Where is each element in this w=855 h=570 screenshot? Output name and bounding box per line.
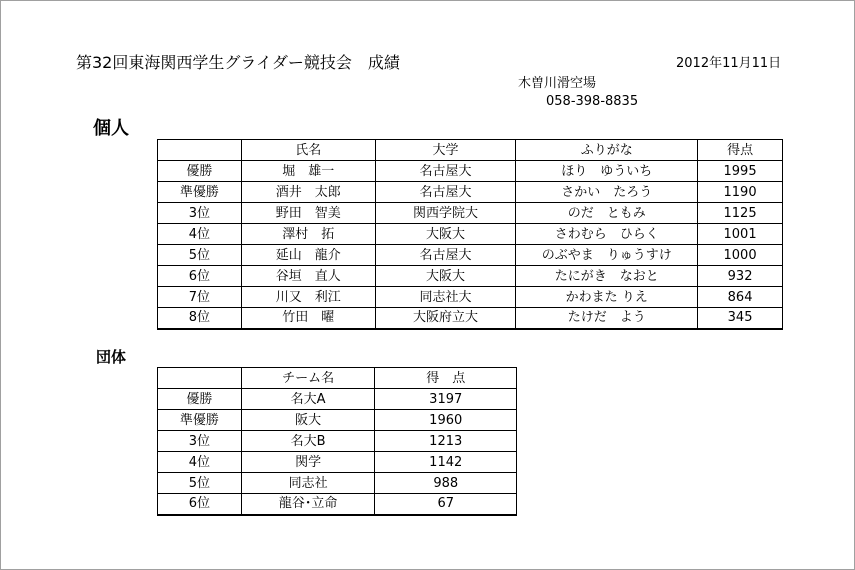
- rank-cell: 6位: [158, 494, 242, 515]
- table-row: [158, 308, 783, 329]
- venue-phone: 058-398-8835: [546, 94, 639, 109]
- rank-cell: 7位: [158, 287, 242, 308]
- table-row: [158, 494, 517, 515]
- team-results-table: [157, 367, 517, 516]
- score-cell: 864: [698, 287, 783, 308]
- team-name-cell: 龍谷･立命: [241, 494, 375, 515]
- score-cell: 1000: [698, 245, 783, 266]
- score-cell: 988: [375, 473, 517, 494]
- name-cell: 谷垣 直人: [241, 266, 375, 287]
- team-name-cell: 関学: [241, 452, 375, 473]
- university-cell: 関西学院大: [375, 203, 516, 224]
- table-row: [158, 203, 783, 224]
- table-row: [158, 410, 517, 431]
- furigana-cell: かわまた りえ: [516, 287, 698, 308]
- furigana-cell: のだ ともみ: [516, 203, 698, 224]
- rank-cell: 8位: [158, 308, 242, 329]
- event-date: 2012年11月11日: [676, 56, 782, 71]
- rank-cell: 4位: [158, 452, 242, 473]
- page-title: 第32回東海関西学生グライダー競技会 成績: [76, 53, 400, 72]
- rank-cell: 4位: [158, 224, 242, 245]
- rank-cell: 3位: [158, 203, 242, 224]
- score-cell: 345: [698, 308, 783, 329]
- score-cell: 1995: [698, 161, 783, 182]
- table-row: [158, 287, 783, 308]
- university-cell: 名古屋大: [375, 182, 516, 203]
- score-cell: 3197: [375, 389, 517, 410]
- table-row: [158, 245, 783, 266]
- team-name-cell: 同志社: [241, 473, 375, 494]
- individual-heading: 個人: [93, 118, 129, 139]
- score-cell: 932: [698, 266, 783, 287]
- table-row: [158, 224, 783, 245]
- column-header: 氏名: [241, 140, 375, 161]
- furigana-cell: のぶやま りゅうすけ: [516, 245, 698, 266]
- furigana-cell: さかい たろう: [516, 182, 698, 203]
- individual-results-table: [157, 139, 783, 330]
- table-header-row: [158, 368, 517, 389]
- name-cell: 延山 龍介: [241, 245, 375, 266]
- score-cell: 1960: [375, 410, 517, 431]
- university-cell: 同志社大: [375, 287, 516, 308]
- name-cell: 川又 利江: [241, 287, 375, 308]
- score-cell: 1142: [375, 452, 517, 473]
- name-cell: 澤村 拓: [241, 224, 375, 245]
- name-cell: 野田 智美: [241, 203, 375, 224]
- score-cell: 1213: [375, 431, 517, 452]
- column-header: [158, 140, 242, 161]
- rank-cell: 準優勝: [158, 410, 242, 431]
- rank-cell: 優勝: [158, 161, 242, 182]
- rank-cell: 優勝: [158, 389, 242, 410]
- rank-cell: 5位: [158, 245, 242, 266]
- score-cell: 1125: [698, 203, 783, 224]
- column-header: 得 点: [375, 368, 517, 389]
- table-row: [158, 452, 517, 473]
- venue-name: 木曽川滑空場: [518, 76, 597, 91]
- rank-cell: 準優勝: [158, 182, 242, 203]
- column-header: 大学: [375, 140, 516, 161]
- team-name-cell: 名大B: [241, 431, 375, 452]
- name-cell: 竹田 曜: [241, 308, 375, 329]
- furigana-cell: たけだ よう: [516, 308, 698, 329]
- team-name-cell: 名大A: [241, 389, 375, 410]
- column-header: ふりがな: [516, 140, 698, 161]
- university-cell: 大阪大: [375, 224, 516, 245]
- name-cell: 酒井 太郎: [241, 182, 375, 203]
- furigana-cell: たにがき なおと: [516, 266, 698, 287]
- rank-cell: 5位: [158, 473, 242, 494]
- table-row: [158, 266, 783, 287]
- table-header-row: [158, 140, 783, 161]
- furigana-cell: さわむら ひらく: [516, 224, 698, 245]
- name-cell: 堀 雄一: [241, 161, 375, 182]
- university-cell: 大阪府立大: [375, 308, 516, 329]
- table-row: [158, 182, 783, 203]
- team-heading: 団体: [96, 348, 127, 366]
- university-cell: 名古屋大: [375, 161, 516, 182]
- column-header: チーム名: [241, 368, 375, 389]
- table-row: [158, 389, 517, 410]
- table-row: [158, 161, 783, 182]
- score-cell: 1190: [698, 182, 783, 203]
- score-cell: 1001: [698, 224, 783, 245]
- university-cell: 名古屋大: [375, 245, 516, 266]
- column-header: [158, 368, 242, 389]
- table-row: [158, 473, 517, 494]
- university-cell: 大阪大: [375, 266, 516, 287]
- column-header: 得点: [698, 140, 783, 161]
- rank-cell: 6位: [158, 266, 242, 287]
- score-cell: 67: [375, 494, 517, 515]
- rank-cell: 3位: [158, 431, 242, 452]
- team-name-cell: 阪大: [241, 410, 375, 431]
- furigana-cell: ほり ゆういち: [516, 161, 698, 182]
- table-row: [158, 431, 517, 452]
